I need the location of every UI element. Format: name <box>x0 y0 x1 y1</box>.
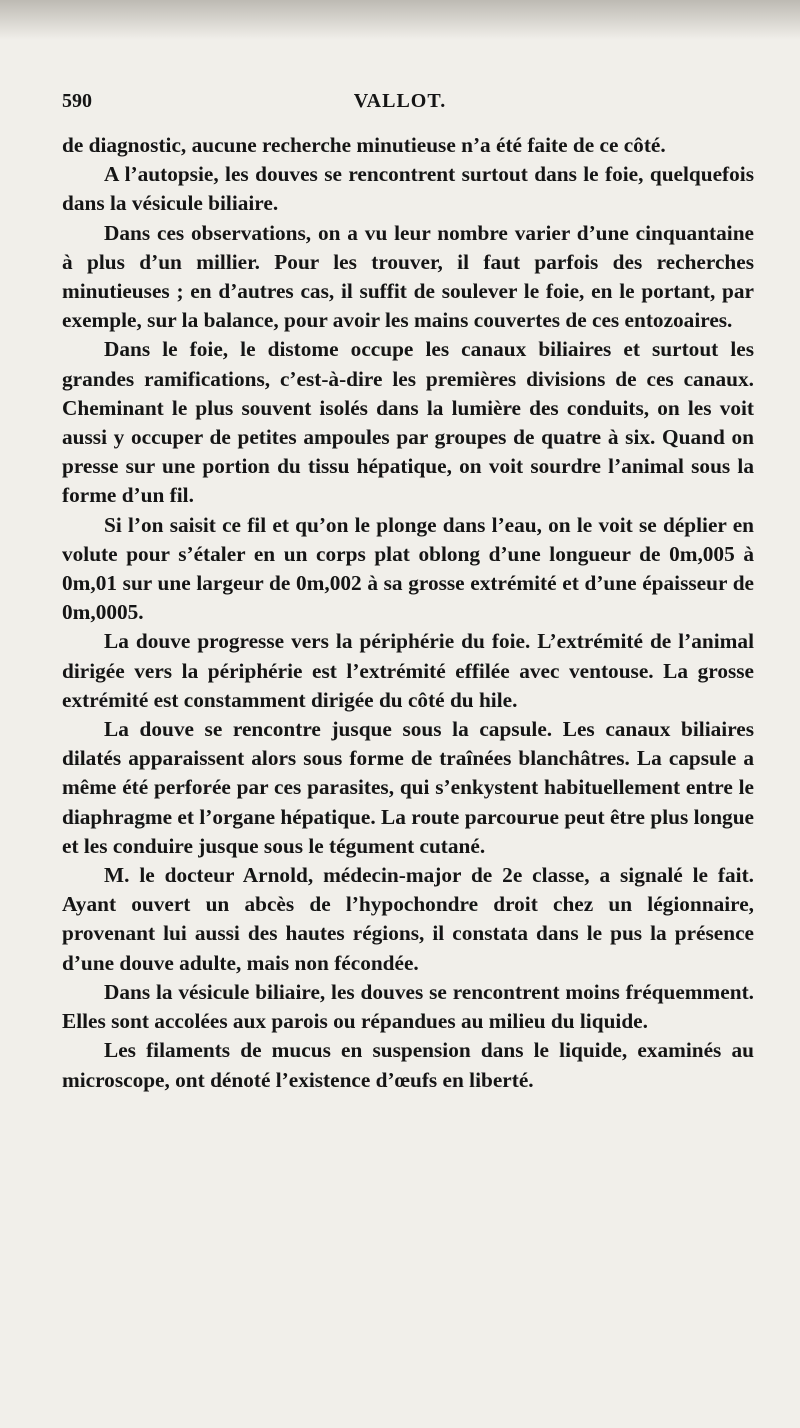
paragraph: La douve progresse vers la périphérie du foie. L’extrémité de l’animal dirigée vers la périphérie est l’extrémité effilée avec ventouse. La grosse extrémité est constamment dirigée du côté du hile. <box>62 629 754 712</box>
page-number: 590 <box>62 90 92 112</box>
paragraph: Si l’on saisit ce fil et qu’on le plonge dans l’eau, on le voit se déplier en volute pour s’étaler en un corps plat oblong d’une longueur de 0m,005 à 0m,01 sur une largeur de 0m,002 à sa grosse extrémité et d’une épaisseur de 0m,0005. <box>62 512 754 625</box>
running-title: VALLOT. <box>353 90 447 112</box>
paragraph: Les filaments de mucus en suspension dans le liquide, examinés au microscope, ont dénoté l’existence d’œufs en liberté. <box>62 1038 754 1092</box>
paragraph: de diagnostic, aucune recherche minutieuse n’a été faite de ce côté. <box>62 133 666 157</box>
paragraph: M. le docteur Arnold, médecin-major de 2e classe, a signalé le fait. Ayant ouvert un abcès de l’hypochondre droit chez un légionnaire, provenant lui aussi des hautes régions, il constata dans le pus la présence d’une douve adulte, mais non fécondée. <box>62 863 754 975</box>
page-edge-shadow <box>0 0 800 40</box>
paragraph: Dans la vésicule biliaire, les douves se rencontrent moins fréquemment. Elles sont accolées aux parois ou répandues au milieu du liquide. <box>62 979 754 1034</box>
paragraph: A l’autopsie, les douves se rencontrent surtout dans le foie, quelquefois dans la vésicule biliaire. <box>62 162 754 216</box>
body-text <box>62 131 754 1095</box>
paragraph: La douve se rencontre jusque sous la capsule. Les canaux biliaires dilatés apparaissent alors sous forme de traînées blanchâtres. La capsule a même été perforée par ces parasites, qui s’enkystent habituellement entre le diaphragme et l’organe hépatique. La route parcourue peut être plus longue et les conduire jusque sous le tégument cutané. <box>62 717 754 858</box>
page-header <box>62 90 738 120</box>
paragraph: Dans ces observations, on a vu leur nombre varier d’une cinquantaine à plus d’un millier. Pour les trouver, il faut parfois des recherches minutieuses ; en d’autres cas, il suffit de soulever le foie, en le portant, par exemple, sur la balance, pour avoir les mains couvertes de ces entozoaires. <box>62 220 754 333</box>
paragraph: Dans le foie, le distome occupe les canaux biliaires et surtout les grandes ramifications, c’est-à-dire les premières divisions de ces canaux. Cheminant le plus souvent isolés dans la lumière des conduits, on les voit aussi y occuper de petites ampoules par groupes de quatre à six. Quand on presse sur une portion du tissu hépatique, on voit sourdre l’animal sous la forme d’un fil. <box>62 337 754 508</box>
